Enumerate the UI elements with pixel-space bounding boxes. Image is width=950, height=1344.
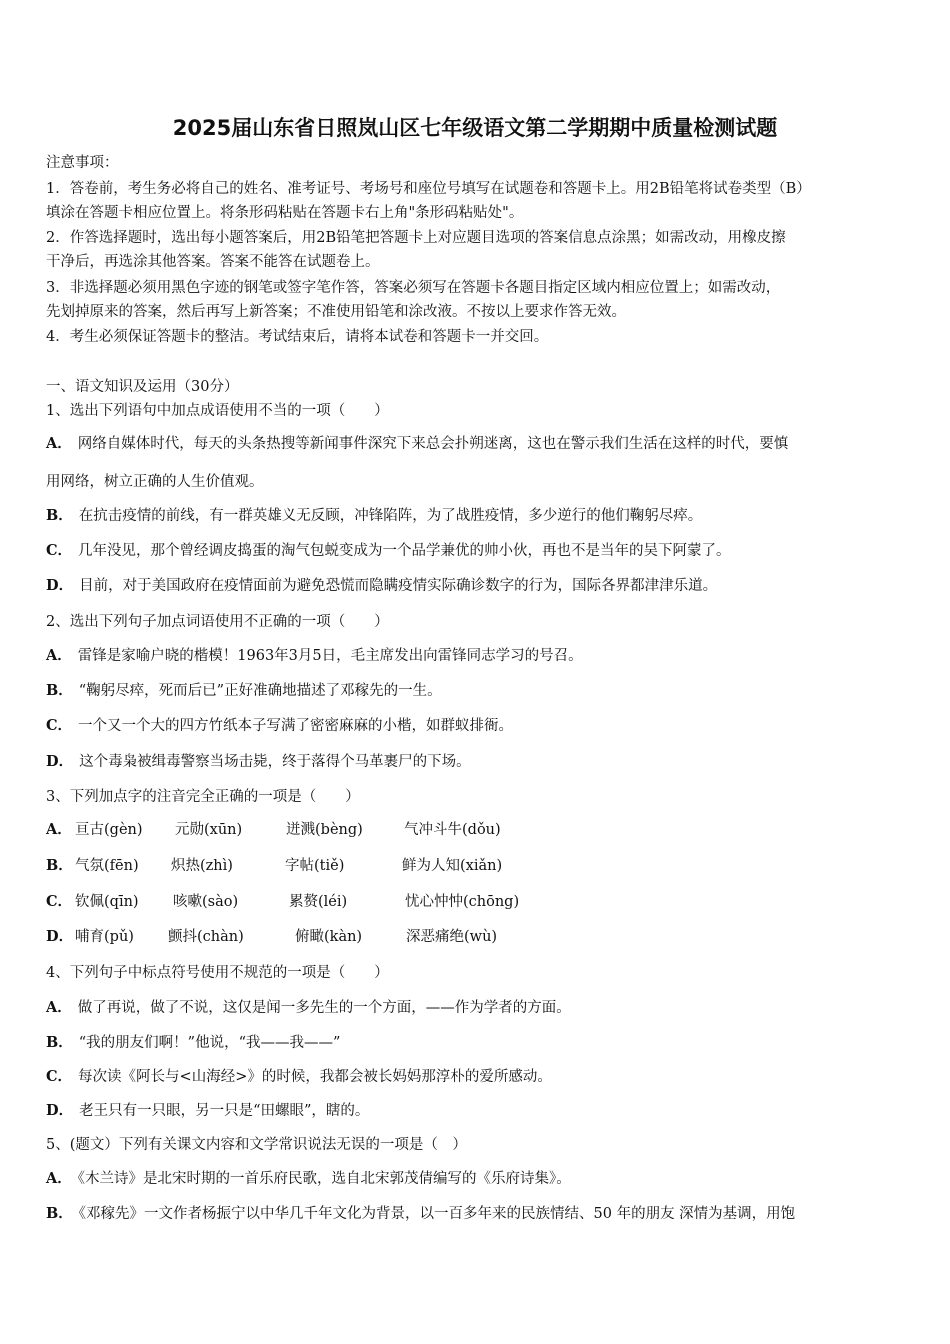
notes-line: 3．非选择题必须用黑色字迹的钢笔或签字笔作答，答案必须写在答题卡各题目指定区域内相应位置上；如需改动， [46,280,781,296]
question-5-stem: 5、(题文）下列有关课文内容和文学常识说法无误的一项是（ ） [46,1137,467,1153]
option-text: “我的朋友们啊！”他说，“我——我——” [78,1035,341,1051]
option-label: A． [46,647,72,664]
pinyin-item: 深恶痛绝(wù) [406,929,498,945]
option-label: B． [46,1205,73,1222]
pinyin-item: 气冲斗牛(dǒu) [404,822,501,838]
pinyin-item: 忧心忡忡(chōng) [405,894,520,910]
option-label: B． [46,507,73,524]
question-1-option-b [46,506,906,526]
option-label: B． [46,682,73,699]
pinyin-item: 累赘(léi) [289,894,348,910]
question-3-option-d [46,927,906,947]
pinyin-item: 炽热(zhì) [171,858,233,874]
pinyin-item: 迸溅(bèng) [286,822,363,838]
pinyin-item: 亘古(gèn) [75,822,143,838]
option-label: D． [46,577,74,594]
option-text: 几年没见，那个曾经调皮捣蛋的淘气包蜕变成为一个品学兼优的帅小伙，再也不是当年的吴下阿蒙了。 [78,543,731,559]
question-3-option-c [46,892,906,912]
question-1-option-c [46,541,906,561]
question-2-option-d [46,752,906,772]
question-5-option-a [46,1169,906,1189]
option-text: 雷锋是家喻户晓的楷模！1963年3月5日，毛主席发出向雷锋同志学习的号召。 [77,648,583,664]
notes-line: 干净后，再选涂其他答案。答案不能答在试题卷上。 [46,254,380,270]
question-4-option-b [46,1033,906,1053]
question-2-stem: 2、选出下列句子加点词语使用不正确的一项（ ） [46,614,389,630]
question-1-option-a [46,434,906,454]
option-label: D． [46,753,74,770]
question-4-stem: 4、下列句子中标点符号使用不规范的一项是（ ） [46,965,389,981]
option-text: 网络自媒体时代，每天的头条热搜等新闻事件深究下来总会扑朔迷离，这也在警示我们生活在这样的时代，要慎 [77,436,789,452]
option-text: 一个又一个大的四方竹纸本子写满了密密麻麻的小楷，如群蚁排衙。 [78,718,514,734]
option-label: B． [46,1034,73,1051]
question-4-option-c [46,1067,906,1087]
option-text: 每次读《阿长与<山海经>》的时候，我都会被长妈妈那淳朴的爱所感动。 [78,1069,552,1085]
question-3-option-b [46,856,906,876]
notes-line: 填涂在答题卡相应位置上。将条形码粘贴在答题卡右上角"条形码粘贴处"。 [46,205,524,221]
notes-line: 1．答卷前，考生务必将自己的姓名、准考证号、考场号和座位号填写在试题卷和答题卡上。用2B铅笔将试卷类型（B） [46,181,811,197]
option-text: 《木兰诗》是北宋时期的一首乐府民歌，选自北宋郭茂倩编写的《乐府诗集》。 [77,1171,571,1187]
question-2-option-b [46,681,906,701]
option-text: 《邓稼先》一文作者杨振宁以中华几千年文化为背景，以一百多年来的民族情结、50 年的朋友 深情为基调，用饱 [78,1206,796,1222]
option-label: C． [46,893,73,910]
question-5-option-b [46,1204,906,1224]
question-2-option-a [46,646,906,666]
pinyin-item: 颤抖(chàn) [168,929,244,945]
question-2-option-c [46,716,906,736]
notes-line: 2．作答选择题时，选出每小题答案后，用2B铅笔把答题卡上对应题目选项的答案信息点涂黑；如需改动，用橡皮擦 [46,230,786,246]
pinyin-item: 元勋(xūn) [175,822,243,838]
option-text: 在抗击疫情的前线，有一群英雄义无反顾，冲锋陷阵，为了战胜疫情，多少逆行的他们鞠躬尽瘁。 [78,508,703,524]
option-label: B． [46,857,73,874]
pinyin-item: 咳嗽(sào) [173,894,239,910]
question-4-option-a [46,998,906,1018]
pinyin-item: 鲜为人知(xiǎn) [402,858,503,874]
option-label: A． [46,435,72,452]
question-1-stem: 1、选出下列语句中加点成语使用不当的一项（ ） [46,403,389,419]
option-text: 这个毒枭被缉毒警察当场击毙，终于落得个马革裹尸的下场。 [79,754,471,770]
option-label: C． [46,1068,73,1085]
option-text: “鞠躬尽瘁，死而后已”正好准确地描述了邓稼先的一生。 [78,683,442,699]
pinyin-item: 哺育(pǔ) [75,929,134,945]
option-label: D． [46,928,74,945]
page-title: 2025届山东省日照岚山区七年级语文第二学期期中质量检测试题 [172,116,778,140]
option-text: 做了再说，做了不说，这仅是闻一多先生的一个方面，——作为学者的方面。 [77,1000,571,1016]
option-label: A． [46,1170,72,1187]
question-3-option-a [46,820,906,840]
section-heading: 一、语文知识及运用（30分） [46,379,239,395]
pinyin-item: 俯瞰(kàn) [295,929,363,945]
pinyin-item: 钦佩(qīn) [75,894,139,910]
option-label: D． [46,1102,74,1119]
question-1-option-a-cont: 用网络，树立正确的人生价值观。 [46,474,264,490]
pinyin-item: 气氛(fēn) [75,858,139,874]
question-4-option-d [46,1101,906,1121]
option-label: A． [46,999,72,1016]
notes-line: 先划掉原来的答案，然后再写上新答案；不准使用铅笔和涂改液。不按以上要求作答无效。 [46,304,626,320]
notes-line: 4．考生必须保证答题卡的整洁。考试结束后，请将本试卷和答题卡一并交回。 [46,329,549,345]
notes-heading: 注意事项： [46,155,119,171]
option-label: A． [46,821,72,838]
option-text: 老王只有一只眼，另一只是“田螺眼”，瞎的。 [79,1103,370,1119]
question-1-option-d [46,576,906,596]
option-text: 目前，对于美国政府在疫情面前为避免恐慌而隐瞒疫情实际确诊数字的行为，国际各界都津津乐道。 [79,578,718,594]
option-label: C． [46,717,73,734]
pinyin-item: 字帖(tiě) [285,858,345,874]
question-3-stem: 3、下列加点字的注音完全正确的一项是（ ） [46,789,360,805]
option-label: C． [46,542,73,559]
